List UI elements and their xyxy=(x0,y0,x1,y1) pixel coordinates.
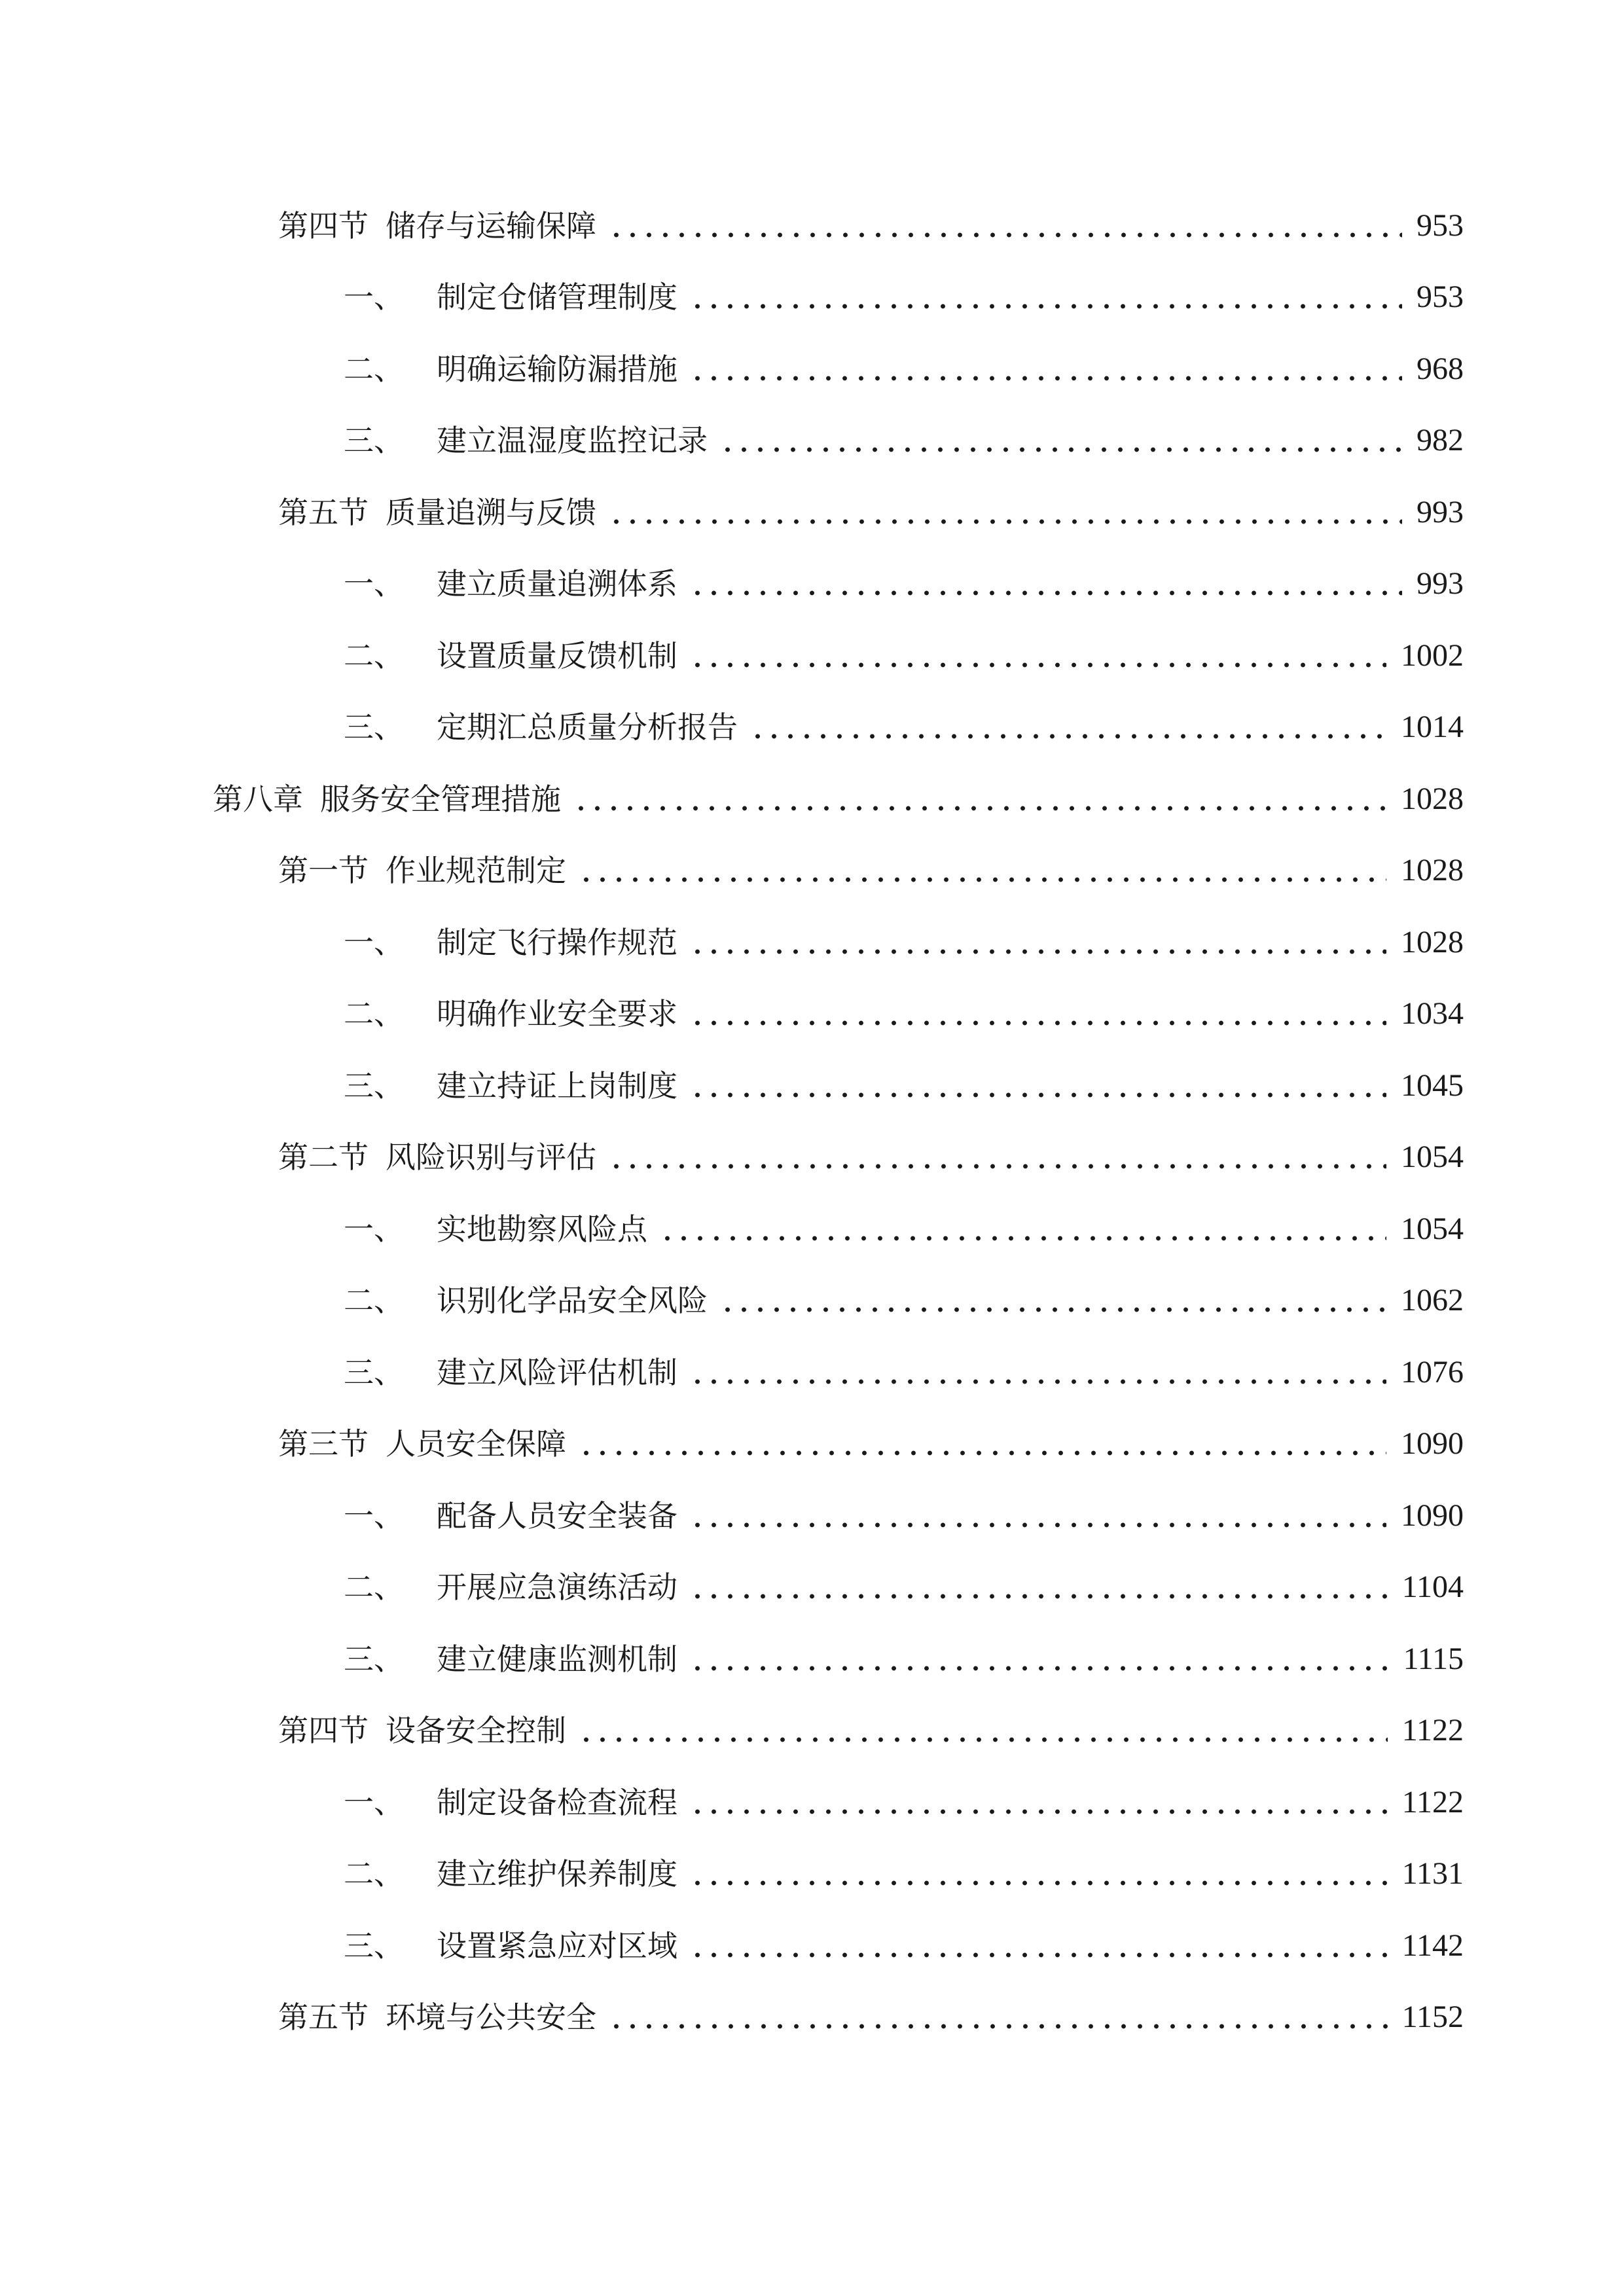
toc-entry[interactable] xyxy=(0,1839,1624,1910)
toc-entry-page-number: 1062 xyxy=(1401,1283,1464,1318)
toc-entry-number: 三、 xyxy=(344,1641,404,1677)
dot-leader xyxy=(689,588,1402,598)
toc-entry-label xyxy=(344,566,677,602)
toc-entry-page-number: 1122 xyxy=(1401,1713,1464,1748)
toc-entry-label xyxy=(278,2000,596,2036)
dot-leader xyxy=(689,660,1386,670)
toc-entry-page-number: 1028 xyxy=(1401,781,1464,816)
toc-entry-label xyxy=(344,423,708,459)
dot-leader xyxy=(689,1664,1389,1673)
toc-entry-page-number: 1115 xyxy=(1403,1641,1464,1676)
toc-entry-number: 三、 xyxy=(344,1928,404,1964)
toc-entry-number: 三、 xyxy=(344,709,404,745)
toc-entry[interactable] xyxy=(0,1265,1624,1337)
toc-entry-title: 建立维护保养制度 xyxy=(437,1856,677,1892)
toc-entry-title: 识别化学品安全风险 xyxy=(437,1283,708,1319)
toc-entry-page-number: 1002 xyxy=(1401,637,1464,673)
toc-entry-label xyxy=(278,853,566,889)
toc-entry[interactable] xyxy=(0,1336,1624,1408)
toc-entry-title: 储存与运输保障 xyxy=(386,207,596,243)
dot-leader xyxy=(719,445,1402,454)
toc-entry-title: 开展应急演练活动 xyxy=(437,1570,677,1605)
toc-entry-number: 二、 xyxy=(344,351,404,387)
toc-entry-page-number: 953 xyxy=(1416,207,1464,243)
toc-entry-title: 设置紧急应对区域 xyxy=(437,1928,677,1964)
toc-entry-label xyxy=(278,207,596,243)
dot-leader xyxy=(608,2022,1388,2031)
toc-entry-title: 定期汇总质量分析报告 xyxy=(437,709,738,745)
dot-leader xyxy=(749,732,1386,741)
toc-entry-label xyxy=(344,279,677,315)
toc-entry-page-number: 968 xyxy=(1416,351,1464,386)
toc-entry-title: 设备安全控制 xyxy=(386,1713,566,1749)
toc-entry-title: 明确作业安全要求 xyxy=(437,996,677,1032)
toc-entry-label xyxy=(344,1928,677,1964)
dot-leader xyxy=(689,1950,1388,1960)
toc-entry-number: 二、 xyxy=(344,1856,404,1892)
toc-entry-title: 建立风险评估机制 xyxy=(437,1354,677,1390)
toc-entry-page-number: 1152 xyxy=(1401,2000,1464,2035)
toc-entry-number: 二、 xyxy=(344,1283,404,1319)
toc-entry-page-number: 1028 xyxy=(1401,924,1464,960)
dot-leader xyxy=(689,1592,1388,1601)
toc-entry-label xyxy=(344,709,738,745)
toc-entry-page-number: 1131 xyxy=(1401,1856,1464,1892)
toc-entry-page-number: 1122 xyxy=(1401,1784,1464,1820)
toc-entry[interactable] xyxy=(0,1480,1624,1552)
toc-entry[interactable] xyxy=(0,835,1624,907)
toc-entry-number: 第五节 xyxy=(278,494,369,530)
toc-entry-label xyxy=(344,1570,677,1605)
toc-entry-number: 一、 xyxy=(344,1211,404,1247)
toc-entry-page-number: 1034 xyxy=(1401,996,1464,1031)
toc-entry-number: 二、 xyxy=(344,1570,404,1605)
toc-entry[interactable] xyxy=(0,1552,1624,1624)
dot-leader xyxy=(573,804,1386,813)
toc-entry[interactable] xyxy=(0,692,1624,764)
toc-entry-label xyxy=(344,1354,677,1390)
toc-entry[interactable] xyxy=(0,476,1624,548)
dot-leader xyxy=(689,1807,1388,1816)
table-of-contents xyxy=(0,190,1624,2053)
toc-entry-page-number: 1054 xyxy=(1401,1139,1464,1175)
toc-entry-title: 建立健康监测机制 xyxy=(437,1641,677,1677)
toc-entry-label xyxy=(344,1498,677,1534)
toc-entry-label xyxy=(278,1713,566,1749)
dot-leader xyxy=(608,517,1402,526)
toc-entry-number: 二、 xyxy=(344,637,404,673)
toc-entry-page-number: 993 xyxy=(1416,566,1464,601)
toc-entry[interactable] xyxy=(0,1122,1624,1194)
toc-entry-title: 实地勘察风险点 xyxy=(437,1211,647,1247)
toc-entry-label xyxy=(344,1641,677,1677)
toc-entry-number: 第四节 xyxy=(278,207,369,243)
toc-entry-title: 环境与公共安全 xyxy=(386,2000,596,2036)
toc-entry-number: 一、 xyxy=(344,1498,404,1534)
toc-entry[interactable] xyxy=(0,190,1624,262)
toc-entry[interactable] xyxy=(0,763,1624,835)
toc-entry-page-number: 1076 xyxy=(1401,1354,1464,1390)
dot-leader xyxy=(689,374,1402,383)
toc-entry-number: 第三节 xyxy=(278,1426,369,1462)
toc-entry-title: 制定仓储管理制度 xyxy=(437,279,677,315)
toc-entry-page-number: 1054 xyxy=(1401,1211,1464,1246)
toc-entry-label xyxy=(278,1139,596,1175)
dot-leader xyxy=(689,1878,1388,1888)
toc-entry[interactable] xyxy=(0,548,1624,620)
toc-entry-number: 三、 xyxy=(344,1354,404,1390)
toc-entry-label xyxy=(213,781,561,817)
toc-entry-number: 三、 xyxy=(344,423,404,459)
toc-entry-label xyxy=(344,1211,647,1247)
toc-entry[interactable] xyxy=(0,1982,1624,2054)
toc-entry-label xyxy=(344,1856,677,1892)
toc-entry-number: 一、 xyxy=(344,279,404,315)
toc-entry-label xyxy=(344,1784,677,1820)
toc-entry-label xyxy=(278,494,596,530)
dot-leader xyxy=(689,1520,1386,1530)
toc-entry-page-number: 1090 xyxy=(1401,1426,1464,1462)
toc-entry-page-number: 993 xyxy=(1416,494,1464,529)
toc-entry-number: 第一节 xyxy=(278,853,369,889)
toc-entry-label xyxy=(344,996,677,1032)
toc-entry-page-number: 982 xyxy=(1416,423,1464,458)
toc-entry[interactable] xyxy=(0,1193,1624,1265)
toc-entry-title: 质量追溯与反馈 xyxy=(386,494,596,530)
dot-leader xyxy=(719,1305,1386,1314)
toc-entry-page-number: 1045 xyxy=(1401,1067,1464,1103)
toc-entry-page-number: 1104 xyxy=(1401,1570,1464,1605)
toc-entry[interactable] xyxy=(0,620,1624,692)
toc-entry[interactable] xyxy=(0,978,1624,1050)
toc-entry[interactable] xyxy=(0,1767,1624,1839)
toc-entry-label xyxy=(344,1067,677,1103)
toc-entry-title: 设置质量反馈机制 xyxy=(437,637,677,673)
dot-leader xyxy=(689,1018,1386,1028)
dot-leader xyxy=(689,1090,1386,1100)
toc-entry-number: 一、 xyxy=(344,566,404,602)
toc-entry-label xyxy=(344,351,677,387)
toc-entry-title: 建立温湿度监控记录 xyxy=(437,423,708,459)
toc-entry-number: 第八章 xyxy=(213,781,303,817)
toc-entry[interactable] xyxy=(0,1695,1624,1767)
toc-entry[interactable] xyxy=(0,333,1624,405)
toc-entry-label xyxy=(278,1426,566,1462)
dot-leader xyxy=(689,1377,1386,1386)
dot-leader xyxy=(608,1162,1386,1171)
toc-entry-number: 三、 xyxy=(344,1067,404,1103)
toc-entry-number: 一、 xyxy=(344,924,404,960)
toc-entry-page-number: 1142 xyxy=(1401,1928,1464,1963)
toc-entry-title: 明确运输防漏措施 xyxy=(437,351,677,387)
toc-entry-title: 制定设备检查流程 xyxy=(437,1784,677,1820)
toc-entry-page-number: 1014 xyxy=(1401,709,1464,745)
dot-leader xyxy=(578,1735,1388,1744)
toc-entry-page-number: 1028 xyxy=(1401,853,1464,888)
dot-leader xyxy=(608,230,1402,240)
toc-entry[interactable] xyxy=(0,906,1624,978)
toc-entry-title: 建立持证上岗制度 xyxy=(437,1067,677,1103)
toc-entry-title: 建立质量追溯体系 xyxy=(437,566,677,602)
toc-entry[interactable] xyxy=(0,262,1624,334)
toc-entry-page-number: 953 xyxy=(1416,279,1464,315)
toc-entry-number: 第五节 xyxy=(278,2000,369,2036)
toc-entry[interactable] xyxy=(0,1910,1624,1982)
toc-entry-title: 配备人员安全装备 xyxy=(437,1498,677,1534)
toc-entry-number: 一、 xyxy=(344,1784,404,1820)
toc-entry[interactable] xyxy=(0,1050,1624,1122)
dot-leader xyxy=(578,875,1386,884)
toc-entry[interactable] xyxy=(0,1623,1624,1695)
toc-entry-title: 人员安全保障 xyxy=(386,1426,566,1462)
toc-entry-title: 服务安全管理措施 xyxy=(320,781,561,817)
toc-entry-number: 第四节 xyxy=(278,1713,369,1749)
toc-entry[interactable] xyxy=(0,1408,1624,1480)
toc-entry[interactable] xyxy=(0,405,1624,477)
dot-leader xyxy=(689,947,1386,956)
dot-leader xyxy=(689,302,1402,311)
toc-entry-number: 二、 xyxy=(344,996,404,1032)
dot-leader xyxy=(659,1234,1386,1243)
dot-leader xyxy=(578,1448,1386,1458)
toc-entry-page-number: 1090 xyxy=(1401,1498,1464,1533)
toc-entry-title: 制定飞行操作规范 xyxy=(437,924,677,960)
toc-entry-number: 第二节 xyxy=(278,1139,369,1175)
toc-entry-label xyxy=(344,924,677,960)
toc-entry-title: 风险识别与评估 xyxy=(386,1139,596,1175)
toc-entry-label xyxy=(344,637,677,673)
toc-entry-label xyxy=(344,1283,708,1319)
toc-entry-title: 作业规范制定 xyxy=(386,853,566,889)
